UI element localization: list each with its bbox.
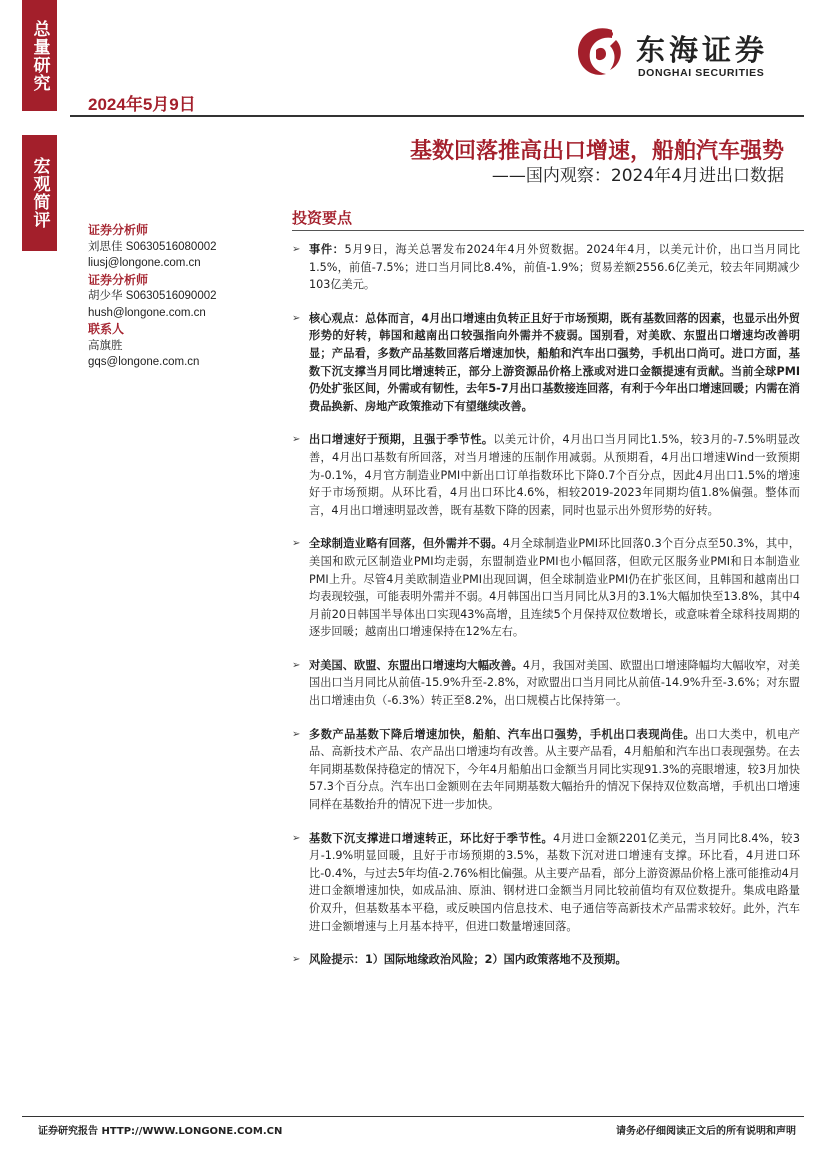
key-points <box>292 241 800 985</box>
paragraph-regions <box>292 657 800 710</box>
analyst1-label: 证券分析师 <box>88 223 149 237</box>
report-type-tag: 总量研究 <box>22 0 57 111</box>
bullet-arrow-icon: ➢ <box>292 832 301 844</box>
paragraph-event <box>292 241 800 294</box>
paragraph-risk <box>292 951 800 969</box>
logo-english-name: DONGHAI SECURITIES <box>638 67 765 79</box>
section-title: 投资要点 <box>292 209 353 227</box>
bullet-arrow-icon: ➢ <box>292 312 301 324</box>
bullet-arrow-icon: ➢ <box>292 434 301 446</box>
paragraph-products <box>292 726 800 814</box>
analyst2-name: 胡少华 S0630516090002 <box>88 290 217 302</box>
analyst1-email[interactable]: liusj@longone.com.cn <box>88 257 201 269</box>
page-title: 基数回落推高出口增速，船舶汽车强势 <box>409 139 784 164</box>
paragraph-lead: 出口增速好于预期，且强于季节性。 <box>309 433 494 447</box>
analyst-sidebar <box>88 222 278 371</box>
paragraph-lead: 多数产品基数下降后增速加快，船舶、汽车出口强势，手机出口表现尚佳。 <box>309 727 696 741</box>
footer-website[interactable]: 证券研究报告 HTTP://WWW.LONGONE.COM.CN <box>38 1126 283 1137</box>
contact-email[interactable]: gqs@longone.com.cn <box>88 356 200 368</box>
header-divider <box>70 115 804 117</box>
paragraph-export-growth <box>292 431 800 519</box>
paragraph-lead: 事件： <box>309 243 345 256</box>
report-date: 2024年5月9日 <box>88 95 196 114</box>
contact-name: 高旗胜 <box>88 339 123 352</box>
section-divider <box>292 230 804 231</box>
page-subtitle: ——国内观察：2024年4月进出口数据 <box>491 166 784 186</box>
logo-chinese-name: 东海证券 <box>636 33 769 67</box>
paragraph-lead: 核心观点：总体而言，4月出口增速由负转正且好于市场预期，既有基数回落的因素，也显示出外贸形势的好转，韩国和越南出口较强指向外需并不疲弱。国别看，对美欧、东盟出口增速均改善明显；产品看，多数产品基数回落后增速加快，船舶和汽车出口强势，手机出口尚可。进口方面，基数下沉支撑当月同比增速转正，部分上游资源品价格上涨或对进口金额提速有贡献。当前全球PMI仍处扩张区间，外需或有韧性，去年5-7月出口基数接连回落，有利于今年出口增速回暖；内需在消费品换新、房地产政策推动下有望继续改善。 <box>309 311 800 413</box>
bullet-arrow-icon: ➢ <box>292 728 301 740</box>
dragon-logo-icon <box>566 20 632 86</box>
footer-disclaimer: 请务必仔细阅读正文后的所有说明和声明 <box>616 1126 796 1137</box>
paragraph-body: 5月9日，海关总署发布2024年4月外贸数据。2024年4月，以美元计价，出口当月同比1.5%，前值-7.5%；进口当月同比8.4%，前值-1.9%；贸易差额2556.6亿美元，较去年同期减少103亿美元。 <box>309 243 800 292</box>
analyst2-label: 证券分析师 <box>88 272 149 287</box>
footer-divider <box>22 1116 804 1117</box>
paragraph-global-manufacturing <box>292 535 800 641</box>
paragraph-imports <box>292 830 800 936</box>
paragraph-body: 4月全球制造业PMI环比回落0.3个百分点至50.3%，其中，美国和欧元区制造业PMI均走弱，东盟制造业PMI也小幅回落，但欧元区服务业PMI和日本制造业PMI上升。尽管4月美欧制造业PMI出现回调，但全球制造业PMI仍在扩张区间，且韩国和越南出口均表现较强，可能表明外需并不弱。4月韩国出口当月同比从3月的3.1%大幅加快至13.8%，其中4月前20日韩国半导体出口实现43%高增，且连续5个月保持双位数增长，或意味着全球科技周期的逐步回暖；越南出口增速保持在12%左右。 <box>309 537 800 639</box>
analyst1-name: 刘思佳 S0630516080002 <box>88 240 217 253</box>
contact-label: 联系人 <box>88 322 125 336</box>
paragraph-lead: 对美国、欧盟、东盟出口增速均大幅改善。 <box>309 658 523 672</box>
paragraph-core-view <box>292 310 800 416</box>
bullet-arrow-icon: ➢ <box>292 659 301 671</box>
paragraph-body: 以美元计价，4月出口当月同比1.5%，较3月的-7.5%明显改善，4月出口基数有所回落，对当月增速的压制作用减弱。从预期看，4月出口增速Wind一致预期为-0.1%，4月官方制造业PMI中新出口订单指数环比下降0.7个百分点，因此4月出口1.5%的增速好于市场预期。从环比看，4月出口环比4.6%，相较2019-2023年同期均值1.8%偏强。整体而言，4月出口增速明显改善，既有基数下降的因素，同时也显示出外贸形势的好转。 <box>309 433 800 517</box>
category-tag: 宏观简评 <box>22 135 57 251</box>
paragraph-lead: 风险提示：1）国际地缘政治风险；2）国内政策落地不及预期。 <box>309 953 627 967</box>
company-logo <box>566 18 796 88</box>
bullet-arrow-icon: ➢ <box>292 954 301 966</box>
bullet-arrow-icon: ➢ <box>292 244 301 255</box>
paragraph-body: 出口大类中，机电产品、高新技术产品、农产品出口增速均有改善。从主要产品看，4月船舶和汽车出口表现强势。在去年同期基数保持稳定的情况下，今年4月船舶出口金额当月同比实现91.3%的亮眼增速，较3月加快57.3个百分点。汽车出口金额则在去年同期基数大幅抬升的情况下保持双位数高增，手机出口增速同样在基数抬升的情况下进一步加快。 <box>309 727 800 812</box>
paragraph-body: 4月进口金额2201亿美元，当月同比8.4%，较3月-1.9%明显回暖，且好于市场预期的3.5%，基数下沉对进口增速有支撑。环比看，4月进口环比-0.4%，与过去5年均值-2.76%相比偏强。从主要产品看，部分上游资源品价格上涨可能推动4月进口金额增速加快，如成品油、原油、钢材进口金额当月同比较前值均有双位数提升。集成电路量价双升，但基数基本平稳，或反映国内信息技术、电子通信等高新技术产品需求较好。此外，汽车进口金额增速与上月基本持平，但进口数量增速回落。 <box>309 831 800 933</box>
paragraph-lead: 基数下沉支撑进口增速转正，环比好于季节性。 <box>309 831 554 845</box>
analyst2-email[interactable]: hush@longone.com.cn <box>88 306 206 319</box>
bullet-arrow-icon: ➢ <box>292 538 301 550</box>
paragraph-lead: 全球制造业略有回落，但外需并不弱。 <box>309 537 503 551</box>
paragraph-body: 4月，我国对美国、欧盟出口增速降幅均大幅收窄，对美国出口当月同比从前值-15.9%升至-2.8%，对欧盟出口当月同比从前值-14.9%升至-3.6%；对东盟出口增速由负（-6.3%）转正至8.2%，出口规模占比保持第一。 <box>309 658 800 708</box>
